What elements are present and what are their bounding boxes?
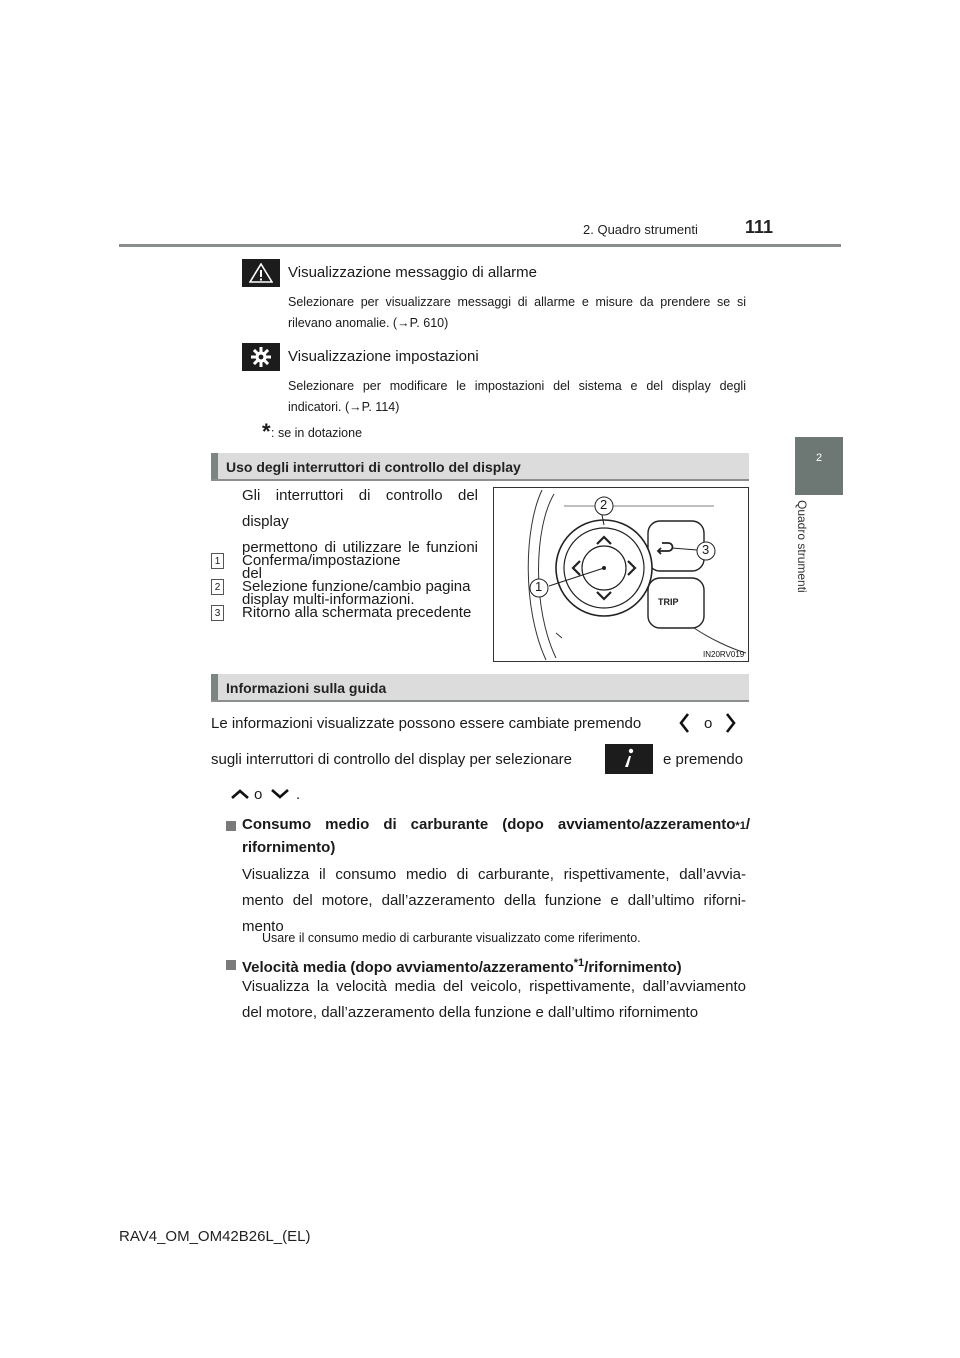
footnote-mark: * [262, 419, 271, 444]
bullet-square [226, 960, 236, 970]
list-number-3: 3 [211, 605, 224, 621]
section-underline [211, 479, 749, 481]
avg-fuel-note: Usare il consumo medio di carburante visualizzato come riferimento. [262, 931, 641, 945]
avg-speed-description: Visualizza la velocità media del veicolo, rispettivamente, dall’avviamento del motore, dall’azzeramento della funzione e dall’ultimo rifornimento [242, 978, 746, 1021]
chevron-up-icon [230, 787, 250, 805]
page-number: 111 [745, 217, 774, 237]
callout-3: 3 [702, 542, 710, 557]
warning-icon [242, 259, 280, 287]
chevron-left-icon [678, 712, 690, 739]
subheading-avg-speed: Velocità media (dopo avviamento/azzeramento$^{*1}$/rifornimento) [242, 957, 682, 976]
header-rule [119, 244, 841, 247]
section1-intro: Gli interruttori di controllo del display permettono di utilizzare le funzioni del display multi-informazioni. [242, 487, 478, 608]
list-item-return: Ritorno alla schermata precedente [242, 604, 472, 621]
list-item-confirm: Conferma/impostazione [242, 552, 401, 569]
section-heading-display-switches: Uso degli interruttori di controllo del display [211, 453, 749, 481]
item-desc-settings: Selezionare per modificare le impostazioni del sistema e del display degli indicatori. (→P. 114) [288, 379, 746, 414]
section-heading-driving-info: Informazioni sulla guida [211, 674, 749, 702]
item-title-warning: Visualizzazione messaggio di allarme [288, 264, 538, 281]
chapter-tab-label: Quadro strumenti [795, 500, 809, 593]
trip-button-label: TRIP [658, 597, 679, 607]
chevron-right-icon [725, 712, 737, 739]
bullet-square [226, 821, 236, 831]
list-number-1: 1 [211, 553, 224, 569]
para-line-1: Le informazioni visualizzate possono essere cambiate premendo [211, 715, 642, 732]
section-underline [211, 700, 749, 702]
list-number-2: 2 [211, 579, 224, 595]
steering-switch-illustration [493, 487, 749, 662]
para-and-pressing: e premendo [663, 751, 744, 768]
info-icon [605, 744, 653, 774]
avg-fuel-description: Visualizza il consumo medio di carburante, rispettivamente, dall’avvia- mento del motore, dall’azzeramento della funzione e dall’ultimo riforni- mento [242, 866, 746, 935]
document-code: RAV4_OM_OM42B26L_(EL) [119, 1228, 311, 1245]
para-or-2: o [254, 786, 263, 803]
subheading-avg-fuel-cont: rifornimento) [242, 839, 336, 856]
header-section-title: 2. Quadro strumenti [583, 222, 698, 237]
callout-1: 1 [535, 579, 543, 594]
figure-code: IN20RV019 [703, 650, 745, 659]
para-or-1: o [704, 715, 713, 732]
list-item-select: Selezione funzione/cambio pagina [242, 578, 471, 595]
para-line-2: sugli interruttori di controllo del display per selezionare [211, 751, 573, 768]
para-period: . [296, 786, 301, 803]
item-title-settings: Visualizzazione impostazioni [288, 348, 479, 365]
callout-2: 2 [600, 497, 608, 512]
subheading-avg-fuel: Consumo medio di carburante (dopo avviamento/azzeramento *1 / [242, 816, 750, 833]
chapter-tab: 2 [795, 437, 843, 495]
item-desc-warning: Selezionare per visualizzare messaggi di allarme e misure da prendere se si rilevano anomalie. (→P. 610) [288, 295, 746, 330]
chevron-down-icon [270, 787, 290, 805]
gear-icon [242, 343, 280, 371]
footnote-text: : se in dotazione [271, 426, 363, 440]
